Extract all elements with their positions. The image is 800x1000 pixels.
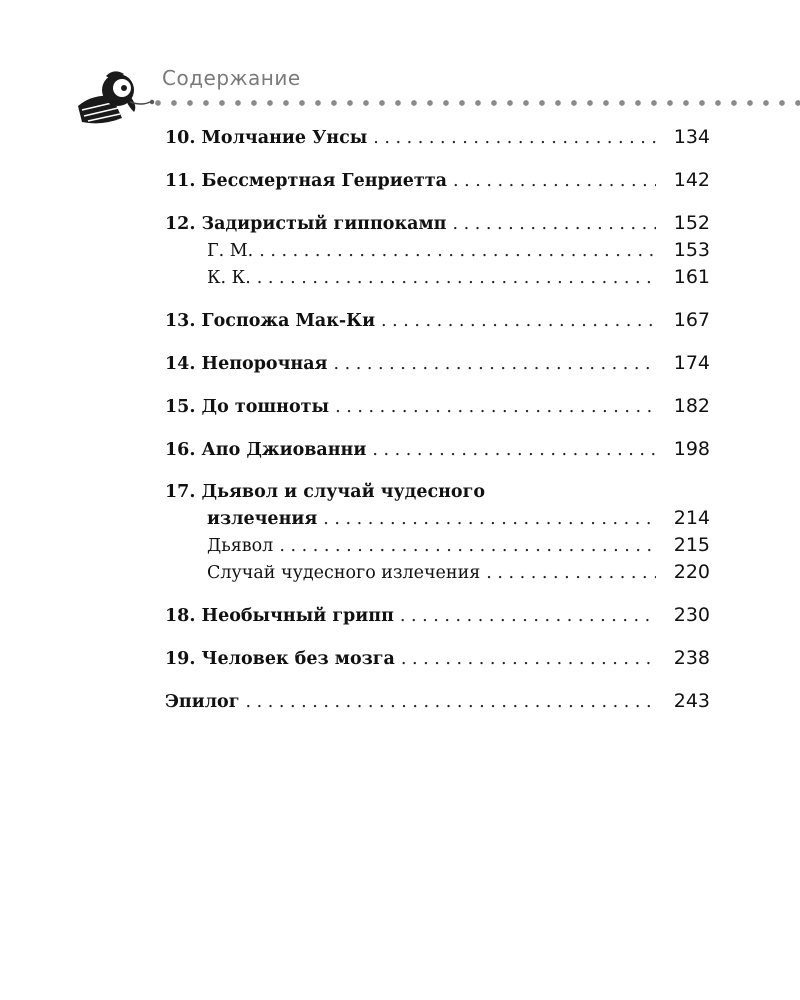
toc-entry — [165, 350, 710, 377]
toc-entry — [165, 393, 710, 420]
toc-subsection-line[interactable] — [165, 532, 710, 559]
dot-leader — [333, 351, 656, 377]
toc-entry — [165, 124, 710, 151]
dot-leader — [401, 646, 656, 672]
toc-entry — [165, 167, 710, 194]
toc-entry — [165, 602, 710, 629]
dot-leader — [453, 168, 656, 194]
toc-label: Эпилог — [165, 692, 240, 712]
page-header — [0, 0, 800, 140]
bird-illustration-icon — [72, 66, 162, 130]
toc-page-number: 220 — [673, 561, 710, 583]
toc-chapter-line[interactable] — [165, 393, 710, 420]
dot-leader — [400, 603, 656, 629]
toc-page-number: 153 — [673, 239, 710, 261]
toc-chapter-line[interactable] — [165, 210, 710, 237]
toc-chapter-line[interactable] — [165, 505, 710, 532]
toc-subsection-line[interactable] — [165, 237, 710, 264]
toc-page-number: 215 — [673, 534, 710, 556]
toc-label: 19. Человек без мозга — [165, 649, 395, 669]
section-title: Содержание — [162, 66, 301, 90]
toc-label: Случай чудесного излечения — [207, 563, 481, 583]
toc-entry — [165, 645, 710, 672]
toc-page-number: 174 — [673, 352, 710, 374]
toc-page-number: 167 — [673, 309, 710, 331]
dot-leader — [259, 238, 656, 264]
dot-leader — [279, 533, 656, 559]
toc-page-number: 238 — [673, 647, 710, 669]
toc-page-number: 182 — [673, 395, 710, 417]
toc-entry — [165, 688, 710, 715]
dot-leader — [486, 560, 656, 586]
toc-page-number: 152 — [673, 212, 710, 234]
dot-leader — [323, 506, 656, 532]
toc-label: излечения — [207, 509, 318, 529]
toc-label: 14. Непорочная — [165, 354, 328, 374]
dot-leader — [245, 689, 656, 715]
toc-label: 13. Госпожа Мак-Ки — [165, 311, 376, 331]
toc-entry — [165, 436, 710, 463]
toc-page-number: 142 — [673, 169, 710, 191]
toc-chapter-line[interactable] — [165, 167, 710, 194]
toc-page-number: 198 — [673, 438, 710, 460]
toc-chapter-line[interactable] — [165, 350, 710, 377]
toc-label: 15. До тошноты — [165, 397, 330, 417]
dot-leader — [372, 437, 656, 463]
toc-label: 10. Молчание Унсы — [165, 128, 368, 148]
toc-page-number: 161 — [673, 266, 710, 288]
toc-label: Дьявол — [207, 536, 274, 556]
dot-leader — [452, 211, 656, 237]
toc-label: 12. Задиристый гиппокамп — [165, 214, 447, 234]
toc-chapter-line[interactable] — [165, 602, 710, 629]
dot-leader — [257, 265, 656, 291]
toc-page-number: 243 — [673, 690, 710, 712]
toc-chapter-line[interactable] — [165, 124, 710, 151]
dotted-divider — [150, 100, 800, 106]
toc-chapter-line[interactable] — [165, 436, 710, 463]
toc-label: 18. Необычный грипп — [165, 606, 394, 626]
toc-subsection-line[interactable] — [165, 559, 710, 586]
toc-label: 16. Апо Джиованни — [165, 440, 367, 460]
dot-leader — [335, 394, 656, 420]
toc-label: 17. Дьявол и случай чудесного — [165, 482, 485, 502]
toc-chapter-line[interactable] — [165, 688, 710, 715]
toc-label: Г. М. — [207, 241, 254, 261]
toc-chapter-line[interactable] — [165, 307, 710, 334]
toc-entry — [165, 307, 710, 334]
toc-page-number: 230 — [673, 604, 710, 626]
toc-entry — [165, 479, 710, 586]
dot-leader — [381, 308, 656, 334]
toc-entry — [165, 210, 710, 291]
toc-subsection-line[interactable] — [165, 264, 710, 291]
toc-chapter-line[interactable] — [165, 645, 710, 672]
toc-label: 11. Бессмертная Генриетта — [165, 171, 447, 191]
toc-page-number: 214 — [673, 507, 710, 529]
dot-leader — [373, 125, 656, 151]
toc-chapter-line[interactable] — [165, 479, 710, 505]
toc-page-number: 134 — [673, 126, 710, 148]
toc-label: К. К. — [207, 268, 251, 288]
table-of-contents — [165, 124, 710, 731]
